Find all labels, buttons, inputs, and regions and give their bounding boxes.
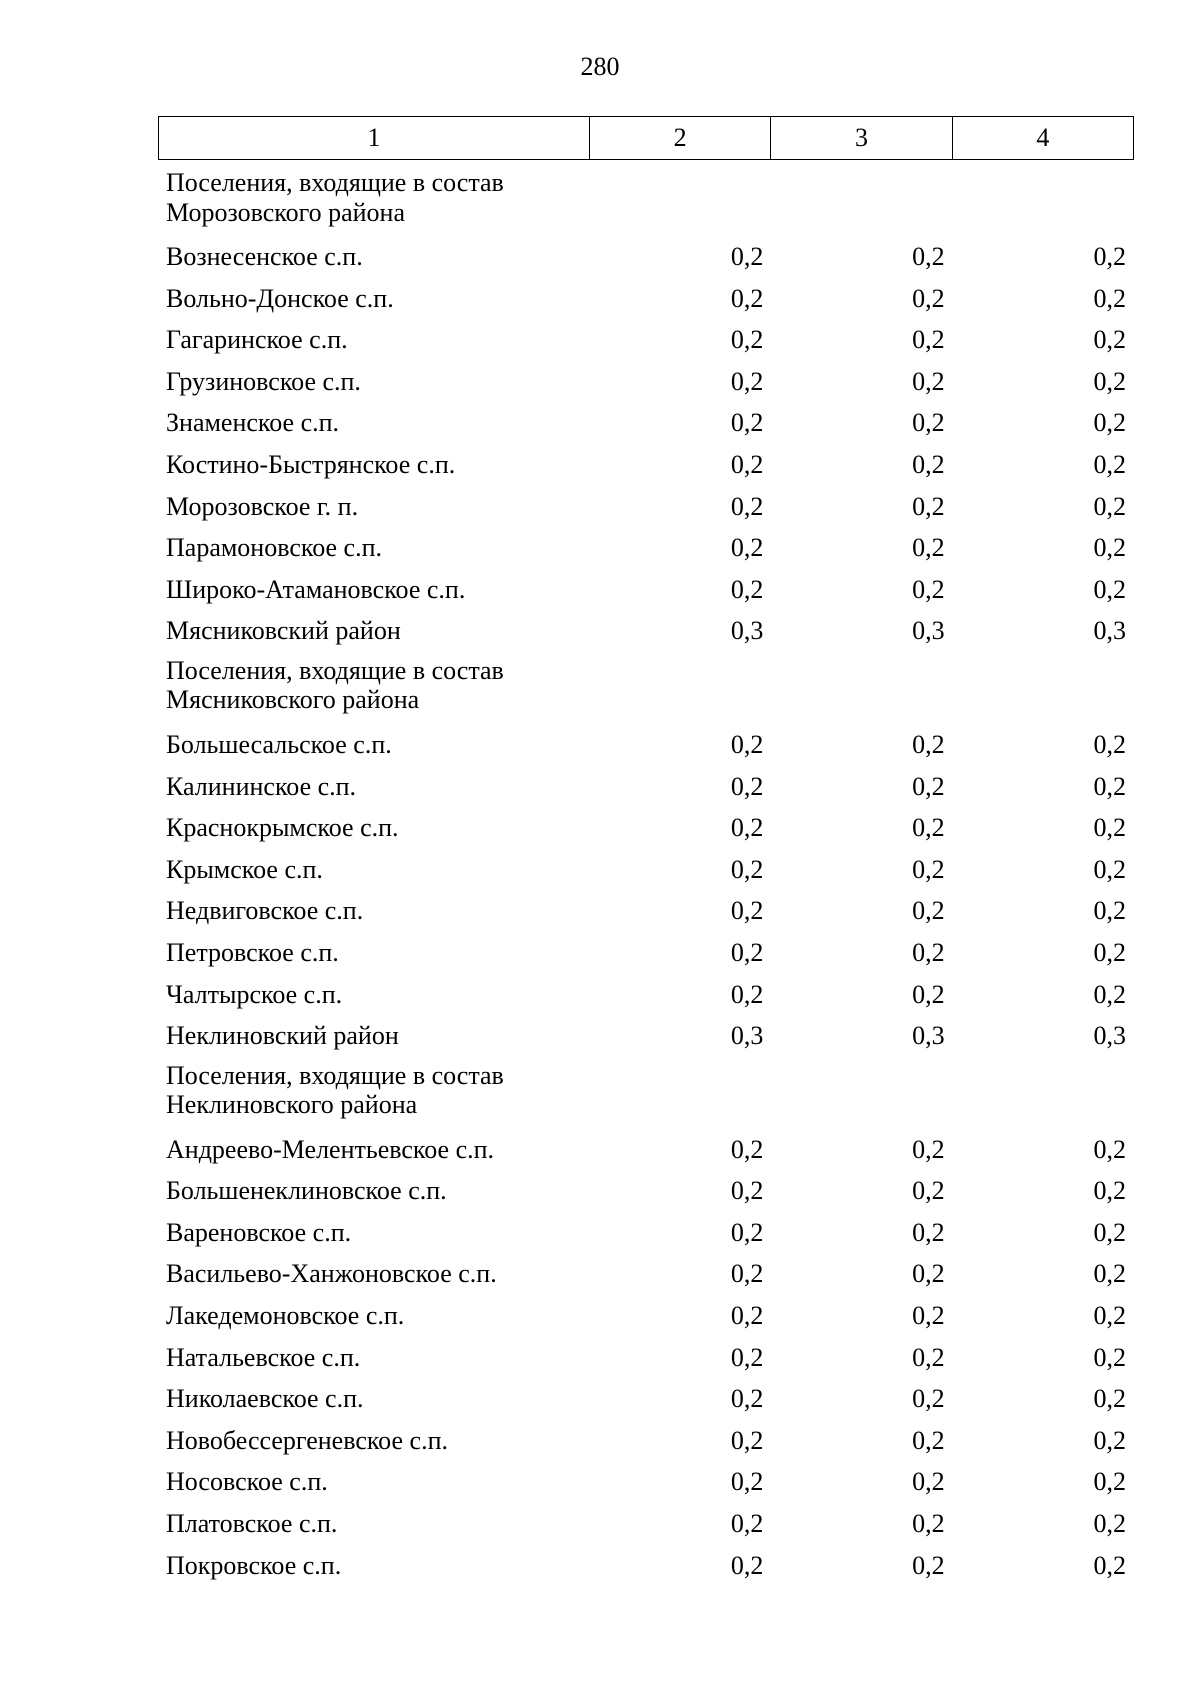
row-name: Новобессергеневское с.п. [166,1425,448,1455]
row-value-col4: 0,2 [1093,979,1126,1009]
row-value-col2: 0,2 [730,813,764,843]
row-name: Носовское с.п. [166,1467,328,1497]
row-name: Вольно-Донское с.п. [166,283,394,313]
row-value-col4: 0,2 [1093,449,1126,479]
table-body [158,168,1133,1590]
row-value-col4: 0,3 [1093,1021,1126,1051]
row-value-col2: 0,2 [730,408,764,438]
row-value-col3: 0,2 [912,491,945,521]
row-value-col2: 0,3 [730,1021,764,1051]
row-value-col3: 0,2 [912,1425,945,1455]
row-name: Мясниковский район [166,616,401,646]
row-name: Большенеклиновское с.п. [166,1176,447,1206]
table-row [158,323,1133,365]
row-name: Гагаринское с.п. [166,325,348,355]
header-cell-3: 3 [771,117,952,160]
header-row [159,117,1134,160]
row-value-col2: 0,2 [730,896,764,926]
row-name: Большесальское с.п. [166,729,392,759]
row-value-col2: 0,2 [730,1384,764,1414]
row-value-col3: 0,2 [912,771,945,801]
group-header-row [158,656,1133,728]
row-value-col3: 0,2 [912,408,945,438]
table-row [158,1299,1133,1341]
row-value-col4: 0,2 [1093,813,1126,843]
row-value-col4: 0,2 [1093,1509,1126,1539]
row-name: Знаменское с.п. [166,408,340,438]
row-value-col3: 0,2 [912,1384,945,1414]
table-row [158,365,1133,407]
row-value-col3: 0,2 [912,1176,945,1206]
row-value-col2: 0,2 [730,1509,764,1539]
row-value-col3: 0,2 [912,813,945,843]
row-value-col3: 0,2 [912,896,945,926]
row-value-col3: 0,3 [912,616,945,646]
table-row [158,1507,1133,1549]
table-row [158,978,1133,1020]
row-value-col3: 0,2 [912,283,945,313]
row-value-col2: 0,2 [730,1425,764,1455]
table-row [158,614,1133,656]
row-value-col4: 0,2 [1093,1134,1126,1164]
table-row [158,282,1133,324]
row-value-col4: 0,3 [1093,616,1126,646]
row-value-col4: 0,2 [1093,242,1126,271]
row-value-col3: 0,2 [912,1550,945,1580]
table-row [158,936,1133,978]
row-value-col2: 0,2 [730,1176,764,1206]
row-value-col3: 0,2 [912,979,945,1009]
row-value-col2: 0,2 [730,366,764,396]
row-name: Морозовское г. п. [166,491,359,521]
group-title: Поселения, входящие в состав Морозовского района [166,168,504,227]
row-name: Вознесенское с.п. [166,242,363,271]
table-row [158,240,1133,282]
row-value-col3: 0,2 [912,1342,945,1372]
row-value-col2: 0,2 [730,979,764,1009]
row-value-col4: 0,2 [1093,408,1126,438]
row-name: Андреево-Мелентьевское с.п. [166,1134,495,1164]
table-row [158,1382,1133,1424]
row-name: Крымское с.п. [166,854,323,884]
row-name: Николаевское с.п. [166,1384,364,1414]
table-header [158,116,1134,160]
row-value-col4: 0,2 [1093,771,1126,801]
row-value-col4: 0,2 [1093,325,1126,355]
row-value-col4: 0,2 [1093,1550,1126,1580]
header-cell-2: 2 [590,117,771,160]
row-name: Лакедемоновское с.п. [166,1301,405,1331]
row-value-col4: 0,2 [1093,1259,1126,1289]
row-value-col3: 0,2 [912,366,945,396]
row-value-col4: 0,2 [1093,1342,1126,1372]
row-value-col2: 0,2 [730,242,764,271]
row-value-col3: 0,2 [912,1259,945,1289]
table-row [158,894,1133,936]
table-row [158,1257,1133,1299]
row-name: Чалтырское с.п. [166,979,343,1009]
row-value-col3: 0,2 [912,1301,945,1331]
row-value-col2: 0,2 [730,729,764,759]
row-value-col3: 0,2 [912,449,945,479]
group-header-row [158,168,1133,240]
row-value-col3: 0,2 [912,1467,945,1497]
row-value-col3: 0,2 [912,854,945,884]
table-row [158,448,1133,490]
page-number: 280 [580,52,620,81]
row-value-col2: 0,2 [730,574,764,604]
row-value-col3: 0,2 [912,325,945,355]
row-value-col2: 0,2 [730,533,764,563]
row-value-col2: 0,2 [730,1259,764,1289]
row-value-col4: 0,2 [1093,1217,1126,1247]
table-row [158,770,1133,812]
row-name: Неклиновский район [166,1021,399,1051]
row-value-col2: 0,2 [730,1550,764,1580]
row-value-col3: 0,2 [912,937,945,967]
group-header-row [158,1061,1133,1133]
row-value-col3: 0,2 [912,1509,945,1539]
header-cell-1: 1 [159,117,590,160]
row-value-col4: 0,2 [1093,1384,1126,1414]
row-value-col4: 0,2 [1093,896,1126,926]
row-name: Недвиговское с.п. [166,896,364,926]
row-value-col2: 0,3 [730,616,764,646]
row-name: Грузиновское с.п. [166,366,361,396]
row-name: Костино-Быстрянское с.п. [166,449,456,479]
group-title: Поселения, входящие в состав Неклиновского района [166,1060,504,1120]
table-row [158,406,1133,448]
table-row [158,811,1133,853]
row-value-col2: 0,2 [730,1217,764,1247]
table-row [158,1174,1133,1216]
row-value-col2: 0,2 [730,854,764,884]
row-value-col2: 0,2 [730,771,764,801]
row-value-col4: 0,2 [1093,1467,1126,1497]
table-row [158,1133,1133,1175]
row-name: Краснокрымское с.п. [166,813,399,843]
row-value-col2: 0,2 [730,1134,764,1164]
row-value-col4: 0,2 [1093,491,1126,521]
header-cell-4: 4 [952,117,1133,160]
row-name: Парамоновское с.п. [166,533,383,563]
row-value-col2: 0,2 [730,325,764,355]
row-value-col2: 0,2 [730,1342,764,1372]
row-value-col2: 0,2 [730,449,764,479]
row-value-col2: 0,2 [730,1301,764,1331]
row-value-col4: 0,2 [1093,533,1126,563]
row-value-col3: 0,3 [912,1021,945,1051]
row-value-col3: 0,2 [912,1217,945,1247]
table-row [158,1465,1133,1507]
table-row [158,1424,1133,1466]
row-value-col4: 0,2 [1093,854,1126,884]
table-row [158,1216,1133,1258]
row-name: Платовское с.п. [166,1509,338,1539]
table-row [158,1341,1133,1383]
row-value-col2: 0,2 [730,1467,764,1497]
row-value-col4: 0,2 [1093,366,1126,396]
row-value-col4: 0,2 [1093,1176,1126,1206]
row-name: Васильево-Ханжоновское с.п. [166,1259,497,1289]
row-value-col3: 0,2 [912,574,945,604]
row-value-col3: 0,2 [912,533,945,563]
row-value-col4: 0,2 [1093,283,1126,313]
row-value-col2: 0,2 [730,491,764,521]
row-value-col3: 0,2 [912,1134,945,1164]
table-row [158,853,1133,895]
row-value-col2: 0,2 [730,283,764,313]
group-title: Поселения, входящие в состав Мясниковского района [166,655,504,715]
row-value-col4: 0,2 [1093,729,1126,759]
row-value-col4: 0,2 [1093,574,1126,604]
row-value-col2: 0,2 [730,937,764,967]
row-name: Широко-Атамановское с.п. [166,574,466,604]
row-name: Покровское с.п. [166,1550,342,1580]
row-name: Петровское с.п. [166,937,339,967]
row-value-col3: 0,2 [912,242,945,271]
row-value-col3: 0,2 [912,729,945,759]
row-value-col4: 0,2 [1093,1425,1126,1455]
table-row [158,490,1133,532]
table-row [158,1549,1133,1591]
table-row [158,573,1133,615]
row-name: Вареновское с.п. [166,1217,352,1247]
table-row [158,1019,1133,1061]
row-name: Натальевское с.п. [166,1342,361,1372]
table-row [158,728,1133,770]
row-name: Калининское с.п. [166,771,357,801]
row-value-col4: 0,2 [1093,1301,1126,1331]
row-value-col4: 0,2 [1093,937,1126,967]
table-row [158,531,1133,573]
